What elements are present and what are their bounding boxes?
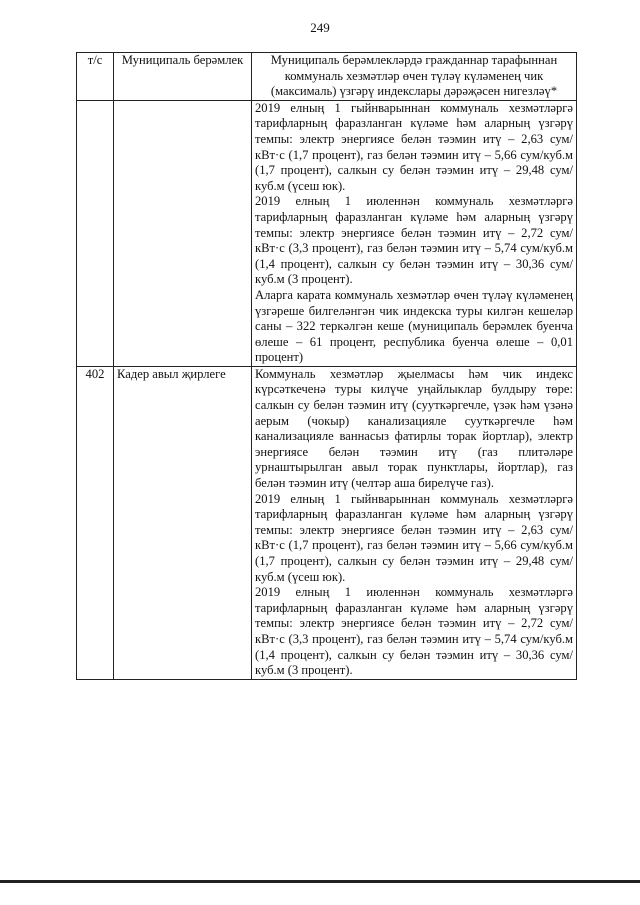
header-justification: Муниципаль берәмлекләрдә гражданнар тарафыннан коммуналь хезмәтләр өчен түләү күләменең чик (максималь) үзгәрү индекслары дәрәҗәсен нигезләү*: [252, 53, 577, 101]
paragraph: Аларга карата коммуналь хезмәтләр өчен түләү күләменең үзгәреше билгеләнгән чик индекска туры килгән кешеләр саны – 322 теркәлгән кеше (муниципаль берәмлек буенча өлеше – 61 процент, республика буенча өлеше – 0,01 процент): [255, 287, 573, 365]
paragraph: 2019 елның 1 июленнән коммуналь хезмәтләргә тарифларның фаразланган күләме һәм аларның үзгәрү темпы: электр энергиясе белән тәэмин итү – 2,72 сум/кВт·с (3,3 процент), газ белән тәэмин итү – 5,74 сум/куб.м (1,4 процент), салкын су белән тәэмин итү – 30,36 сум/куб.м (3 процент).: [255, 585, 573, 678]
row-num: [77, 100, 114, 366]
row-municipality: Кадер авыл җирлеге: [114, 366, 252, 679]
table-row: [77, 366, 577, 679]
row-justification: [252, 366, 577, 679]
paragraph: Коммуналь хезмәтләр җыелмасы һәм чик индекс күрсәткеченә туры килүче уңайлыклар булдыру төре: салкын су белән тәэмин итү (сууткәргечле, үзәк һәм үзәнә аерым (чокыр) канализацияле сууткәргечле һәм канализацияле ваннасыз фатирлы торак йортлар), электр энергиясе белән тәэмин итү (газ плитәләре урнаштырылган авыл торак пунктлары, йортлар), газ белән тәэмин итү (челтәр аша бирелүче газ).: [255, 366, 573, 491]
paragraph: 2019 елның 1 июленнән коммуналь хезмәтләргә тарифларның фаразланган күләме һәм аларның үзгәрү темпы: электр энергиясе белән тәэмин итү – 2,72 сум/кВт·с (3,3 процент), газ белән тәэмин итү – 5,74 сум/куб.м (1,4 процент), салкын су белән тәэмин итү – 30,36 сум/куб.м (3 процент).: [255, 194, 573, 287]
paragraph: 2019 елның 1 гыйнварыннан коммуналь хезмәтләргә тарифларның фаразланган күләме һәм аларның үзгәрү темпы: электр энергиясе белән тәэмин итү – 2,63 сум/кВт·с (1,7 процент), газ белән тәэмин итү – 5,66 сум/куб.м (1,7 процент), салкын су белән тәэмин итү – 29,48 сум/куб.м (үсеш юк).: [255, 100, 573, 193]
table-row: [77, 100, 577, 366]
scan-bottom-border: [0, 880, 640, 883]
header-num: т/с: [77, 53, 114, 101]
row-justification: [252, 100, 577, 366]
paragraph: 2019 елның 1 гыйнварыннан коммуналь хезмәтләргә тарифларның фаразланган күләме һәм аларның үзгәрү темпы: электр энергиясе белән тәэмин итү – 2,63 сум/кВт·с (1,7 процент), газ белән тәэмин итү – 5,66 сум/куб.м (1,7 процент), салкын су белән тәэмин итү – 29,48 сум/куб.м (үсеш юк).: [255, 491, 573, 584]
row-municipality: [114, 100, 252, 366]
municipal-index-table: [76, 52, 577, 680]
row-num: 402: [77, 366, 114, 679]
table-header-row: [77, 53, 577, 101]
header-municipality: Муниципаль берәмлек: [114, 53, 252, 101]
page-number: 249: [310, 20, 330, 35]
